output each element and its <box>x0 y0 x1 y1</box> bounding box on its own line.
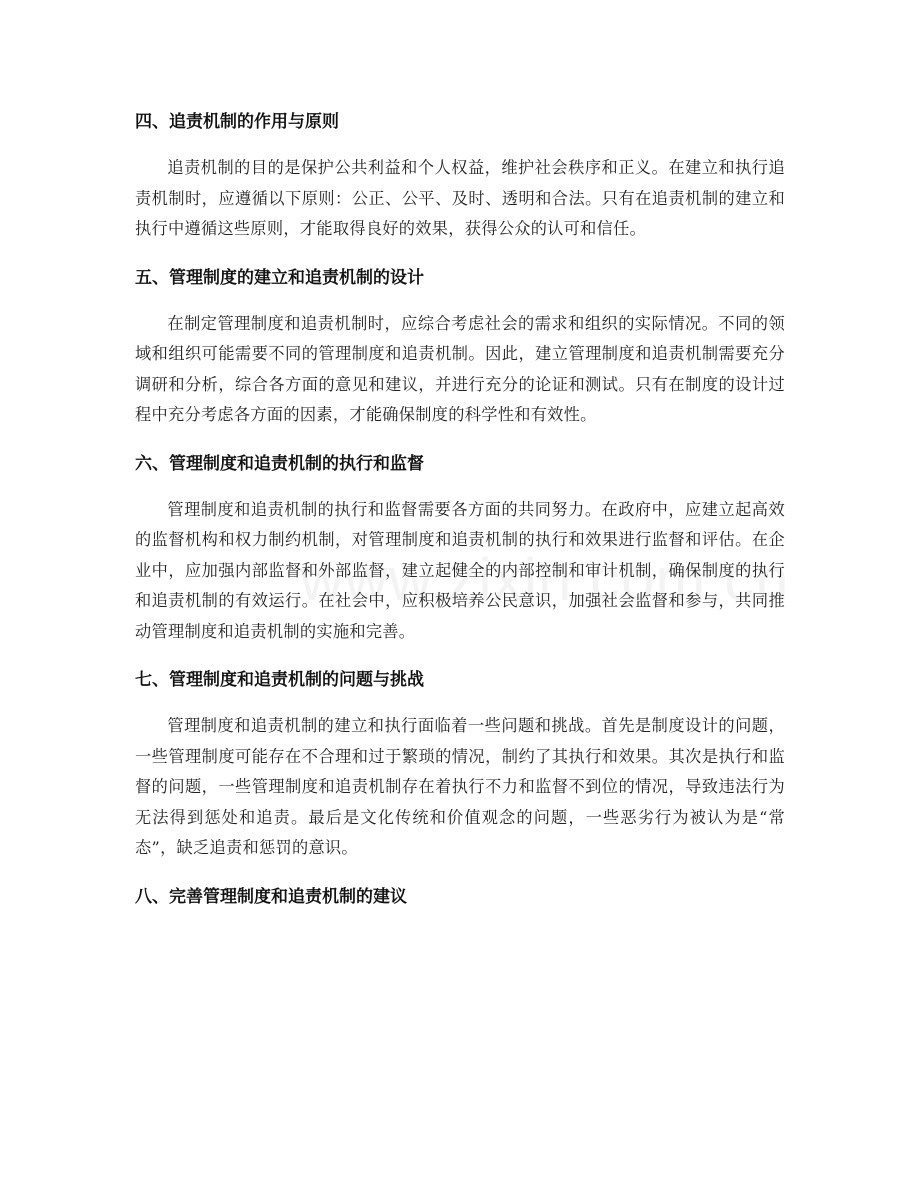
section-heading: 七、管理制度和追责机制的问题与挑战 <box>135 670 424 690</box>
section-8 <box>135 879 785 915</box>
section-6 <box>135 446 785 648</box>
section-heading: 四、追责机制的作用与原则 <box>135 112 339 132</box>
section-heading: 八、完善管理制度和追责机制的建议 <box>135 886 407 907</box>
section-7 <box>135 662 785 864</box>
section-paragraph: 追责机制的目的是保护公共利益和个人权益，维护社会秩序和正义。在建立和执行追责机制时，应遵循以下原则：公正、公平、及时、透明和合法。只有在追责机制的建立和执行中遵循这些原则，才能取得良好的效果，获得公众的认可和信任。 <box>135 158 785 238</box>
document-body <box>135 104 785 928</box>
section-paragraph: 管理制度和追责机制的建立和执行面临着一些问题和挑战。首先是制度设计的问题，一些管理制度可能存在不合理和过于繁琐的情况，制约了其执行和效果。其次是执行和监督的问题，一些管理制度和追责机制存在着执行不力和监督不到位的情况，导致违法行为无法得到惩处和追责。最后是文化传统和价值观念的问题，一些恶劣行为被认为是“常态”，缺乏追责和惩罚的意识。 <box>135 716 785 857</box>
section-paragraph: 在制定管理制度和追责机制时，应综合考虑社会的需求和组织的实际情况。不同的领域和组织可能需要不同的管理制度和追责机制。因此，建立管理制度和追责机制需要充分调研和分析，综合各方面的意见和建议，并进行充分的论证和测试。只有在制度的设计过程中充分考虑各方面的因素，才能确保制度的科学性和有效性。 <box>135 313 785 424</box>
section-paragraph: 管理制度和追责机制的执行和监督需要各方面的共同努力。在政府中，应建立起高效的监督机构和权力制约机制，对管理制度和追责机制的执行和效果进行监督和评估。在企业中，应加强内部监督和外部监督，建立起健全的内部控制和审计机制，确保制度的执行和追责机制的有效运行。在社会中，应积极培养公民意识，加强社会监督和参与，共同推动管理制度和追责机制的实施和完善。 <box>135 499 785 641</box>
section-4 <box>135 104 785 245</box>
section-heading: 五、管理制度的建立和追责机制的设计 <box>135 267 424 288</box>
section-5 <box>135 260 785 431</box>
section-heading: 六、管理制度和追责机制的执行和监督 <box>135 453 424 474</box>
